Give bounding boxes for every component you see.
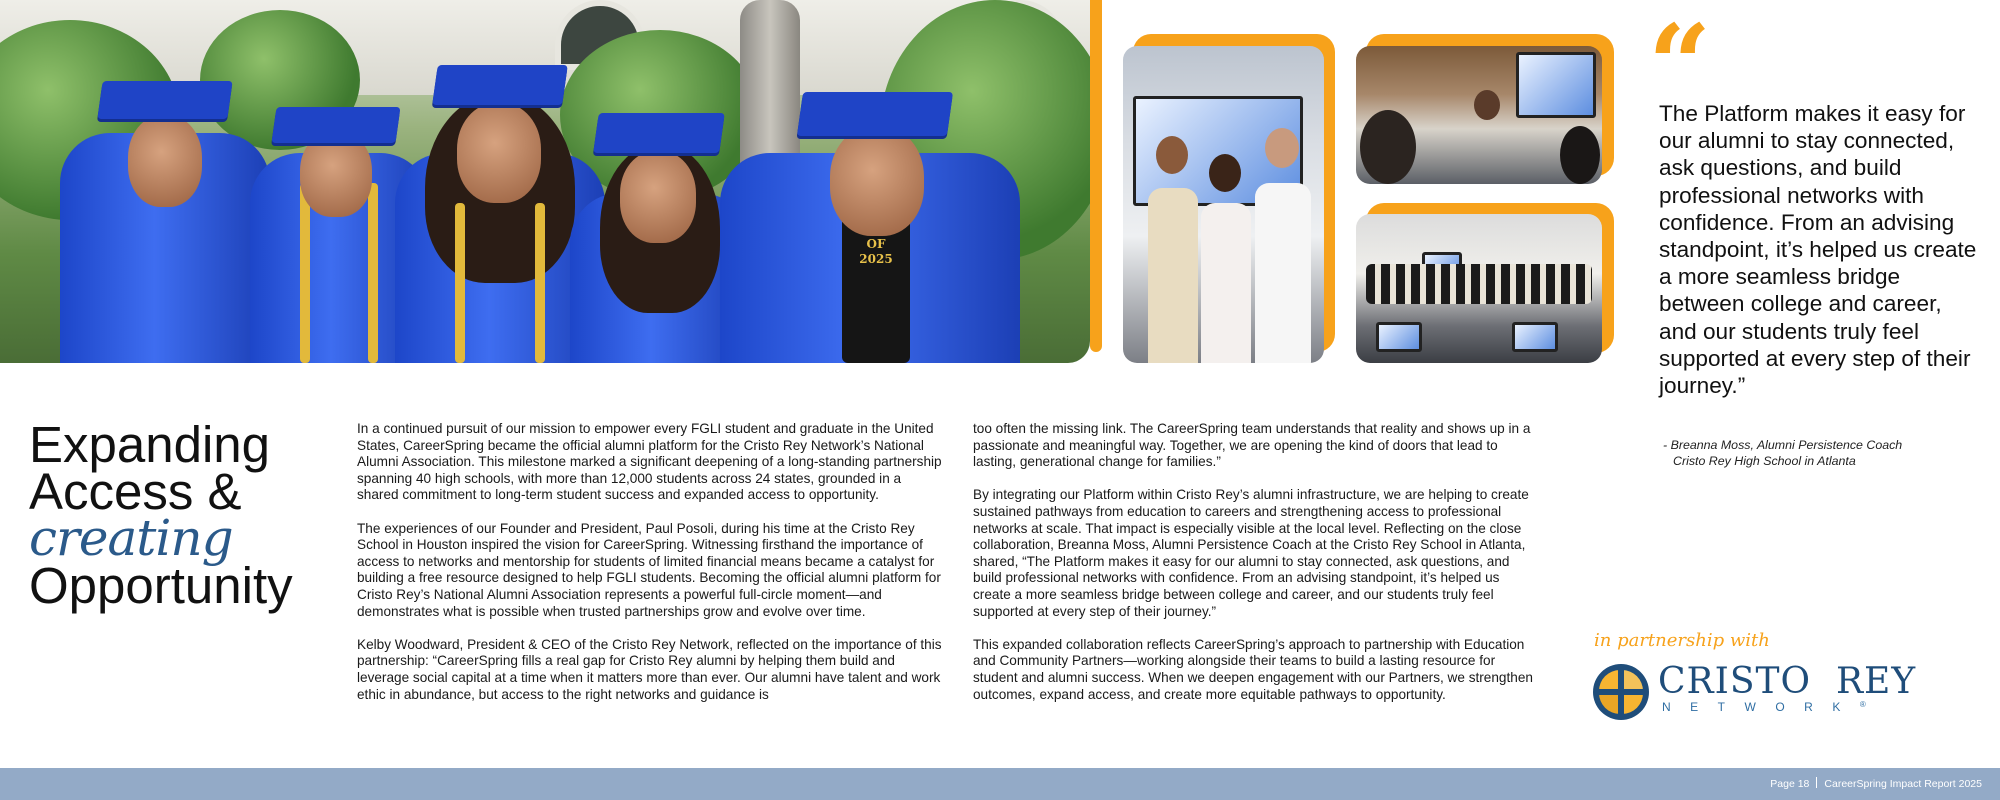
body-column-2 — [973, 421, 1533, 720]
person — [1201, 203, 1251, 363]
body-paragraph: By integrating our Platform within Cristo Rey’s alumni infrastructure, we are helping to create sustained pathways from education to careers and strengthening access to professional networks at scale. That impact is especially visible at the local level. Reflecting on the close collaboration, Breanna Moss, Alumni Persistence Coach at the Cristo Rey School in Atlanta, shared, “The Platform makes it easy for our alumni to stay connected, ask questions, and build professional networks with confidence. From an advising standpoint, it’s helped us create a more seamless bridge between college and career, and our students truly feel supported at every step of their journey.” — [973, 487, 1529, 619]
collage-photo-presentation — [1123, 46, 1324, 363]
footer-divider — [1816, 777, 1817, 788]
orange-divider-bar — [1090, 0, 1102, 352]
stole-text-year: 2025 — [859, 252, 893, 266]
title-line-4: Opportunity — [29, 557, 293, 614]
person-head — [1209, 154, 1241, 192]
page-footer — [0, 768, 2000, 800]
page-title — [29, 416, 293, 614]
partnership-label: in partnership with — [1594, 630, 1770, 651]
collage-photo-group — [1356, 214, 1602, 363]
graduate — [60, 63, 270, 363]
cristo-rey-network-wordmark — [1662, 700, 1866, 714]
person-head — [1265, 128, 1299, 168]
student-head — [1560, 126, 1600, 184]
student-head — [1360, 110, 1416, 184]
collage-photo-classroom — [1356, 46, 1602, 184]
pull-quote-attribution — [1663, 437, 1902, 469]
page-number: Page 18 — [1770, 778, 1810, 790]
body-paragraph: In a continued pursuit of our mission to empower every FGLI student and graduate in the United States, CareerSpring became the official alumni platform for the Cristo Rey Network’s National Alumni Association. This milestone marked a significant deepening of a long-standing partnership spanning 40 high schools, with more than 12,000 students across 24 states, grounded in a shared commitment to long-term student success and expanded access to opportunity. — [357, 421, 942, 503]
body-column-1 — [357, 421, 942, 720]
lab-monitor — [1512, 322, 1558, 352]
network-text: NETWORK — [1662, 700, 1860, 714]
body-paragraph: too often the missing link. The CareerSpring team understands that reality and shows up in a passionate and meaningful way. Together, we are opening the kind of doors that lead to lasting, generational change for families.” — [973, 421, 1531, 470]
graduate — [720, 48, 1020, 363]
report-title: CareerSpring Impact Report 2025 — [1824, 778, 1982, 790]
pull-quote-text: The Platform makes it easy for our alumni to stay connected, ask questions, and build professional networks with confidence. From an advising standpoint, it’s helped us create a more seamless bridge between college and career, and our students truly feel supported at every step of their journey.” — [1659, 101, 1977, 399]
body-paragraph: Kelby Woodward, President & CEO of the Cristo Rey Network, reflected on the importance of this partnership: “CareerSpring fills a real gap for Cristo Rey alumni by helping them build and leverage social capital at a time when it matters more than ever. Our alumni have talent and work ethic in abundance, but access to the right networks and guidance is — [357, 636, 942, 702]
footer-text — [1770, 777, 1982, 790]
person — [1255, 183, 1311, 363]
body-paragraph: This expanded collaboration reflects CareerSpring’s approach to partnership with Education and Community Partners—working alongside their teams to build a lasting resource for student and alumni success. When we deepen engagement with our Partners, we strengthen outcomes, expand access, and create more equitable pathways to opportunity. — [973, 636, 1533, 702]
cristo-rey-wordmark: CRISTO REY — [1658, 661, 1917, 702]
body-paragraph: The experiences of our Founder and President, Paul Posoli, during his time at the Cristo Rey School in Houston inspired the vision for CareerSpring. Witnessing firsthand the importance of access to networks and mentorship for students of limited financial means became a catalyst for building a free resource designed to help FGLI students. Becoming the official alumni platform for Cristo Rey’s National Alumni Association represents a powerful full-circle moment—and demonstrates what is possible when trusted partnerships grow and evolve over time. — [357, 520, 941, 619]
student-group — [1366, 264, 1592, 304]
cristo-rey-logo-icon — [1593, 664, 1649, 720]
title-line-2: Access & — [29, 463, 242, 520]
attribution-line-2: Cristo Rey High School in Atlanta — [1673, 454, 1856, 469]
title-line-1: Expanding — [29, 416, 271, 473]
person-head — [1156, 136, 1188, 174]
lab-monitor — [1376, 322, 1422, 352]
quote-mark-icon: “ — [1648, 0, 1712, 129]
hero-graduates-photo — [0, 0, 1090, 363]
stole-text-of: OF — [866, 237, 886, 251]
classroom-screen — [1516, 52, 1596, 118]
graduation-stole — [842, 216, 910, 363]
title-line-accent: creating — [29, 509, 233, 567]
student-head — [1474, 90, 1500, 120]
registered-mark: ® — [1859, 700, 1866, 709]
attribution-line-1: - Breanna Moss, Alumni Persistence Coach — [1663, 438, 1903, 452]
person — [1148, 188, 1198, 363]
